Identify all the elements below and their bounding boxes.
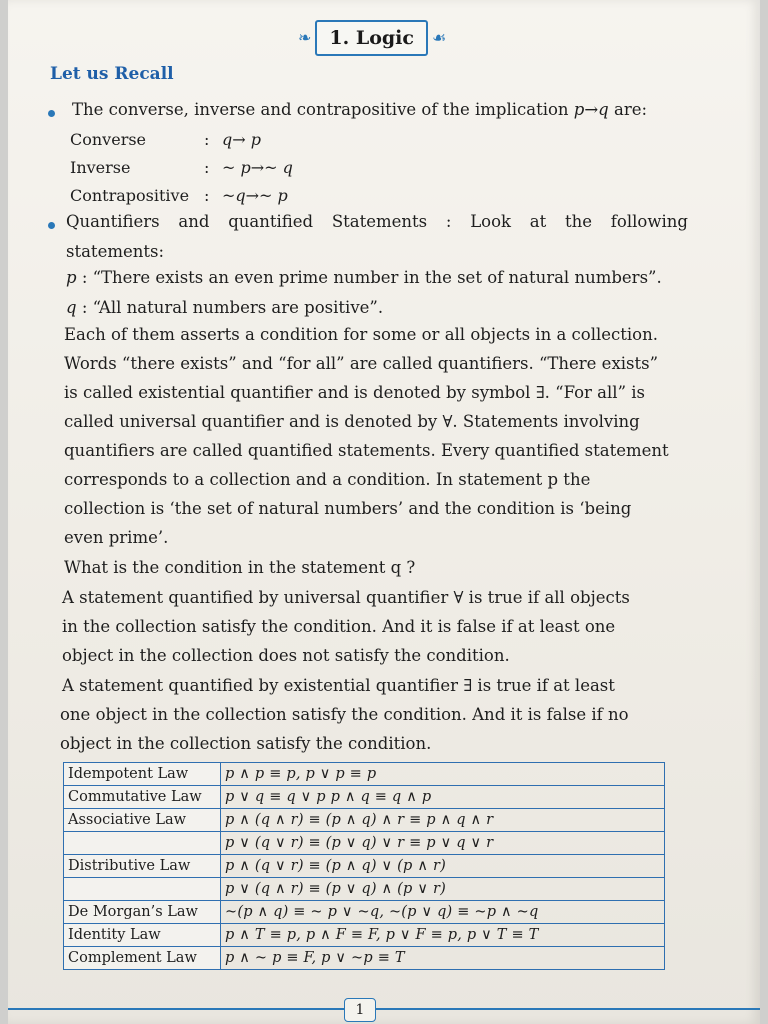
paragraph-line: called universal quantifier and is denoted by ∀. Statements involving	[64, 412, 640, 431]
law-expression: p ∧ T ≡ p, p ∧ F ≡ F, p ∨ F ≡ p, p ∨ T ≡ T	[221, 924, 665, 947]
footer-rule-right	[376, 1008, 760, 1010]
logic-laws-table	[63, 762, 665, 970]
paragraph-line: Words “there exists” and “for all” are called quantifiers. “There exists”	[64, 354, 659, 373]
statement-q-label: q	[66, 298, 77, 317]
inverse-expr: ~ p→~ q	[222, 158, 293, 177]
bullet-icon	[48, 222, 55, 229]
word: and	[178, 212, 210, 231]
scroll-ornament-right-icon: ☙	[431, 28, 447, 47]
chapter-heading	[298, 18, 446, 58]
paragraph-line: quantifiers are called quantified statements. Every quantified statement	[64, 441, 669, 460]
law-name: Idempotent Law	[64, 763, 221, 786]
law-name: Complement Law	[64, 947, 221, 970]
word: quantified	[228, 212, 314, 231]
existential-line: one object in the collection satisfy the condition. And it is false if no	[60, 705, 629, 724]
law-name: Commutative Law	[64, 786, 221, 809]
section-title: Let us Recall	[50, 64, 174, 84]
paragraph-line: is called existential quantifier and is denoted by symbol ∃. “For all” is	[64, 383, 645, 402]
law-expression: p ∧ p ≡ p, p ∨ p ≡ p	[221, 763, 665, 786]
law-expression: ~(p ∧ q) ≡ ~ p ∨ ~q, ~(p ∨ q) ≡ ~p ∧ ~q	[221, 901, 665, 924]
universal-line: in the collection satisfy the condition. And it is false if at least one	[62, 617, 616, 636]
scroll-ornament-left-icon: ❧	[298, 28, 312, 47]
inverse-label: Inverse	[70, 158, 131, 177]
existential-line: A statement quantified by existential quantifier ∃ is true if at least	[62, 676, 615, 695]
contrapositive-label: Contrapositive	[70, 186, 190, 205]
implication-intro-line	[72, 100, 702, 120]
statement-p	[66, 268, 688, 288]
implication-expr: p→q	[573, 100, 609, 119]
statement-q	[66, 298, 688, 318]
word: :	[445, 212, 452, 231]
bullet-icon	[48, 110, 55, 117]
law-name: Identity Law	[64, 924, 221, 947]
converse-expr: q→ p	[222, 130, 261, 149]
existential-line: object in the collection satisfy the condition.	[60, 734, 432, 753]
law-expression: p ∨ (q ∨ r) ≡ (p ∨ q) ∨ r ≡ p ∨ q ∨ r	[221, 832, 665, 855]
statement-p-label: p	[66, 268, 77, 287]
table-row	[64, 947, 665, 970]
law-name: Associative Law	[64, 809, 221, 832]
paragraph-line: Each of them asserts a condition for some or all objects in a collection.	[64, 325, 658, 344]
converse-sep: :	[204, 130, 210, 149]
statement-q-text: : “All natural numbers are positive”.	[81, 298, 384, 317]
table-row	[64, 809, 665, 832]
law-name	[64, 878, 221, 901]
implication-intro: The converse, inverse and contrapositive of the implication	[72, 100, 569, 119]
quantifiers-intro-line	[66, 212, 688, 232]
word: at	[529, 212, 547, 231]
law-expression: p ∧ (q ∧ r) ≡ (p ∧ q) ∧ r ≡ p ∧ q ∧ r	[221, 809, 665, 832]
footer-rule-left	[8, 1008, 344, 1010]
universal-line: A statement quantified by universal quantifier ∀ is true if all objects	[62, 588, 630, 607]
word: following	[610, 212, 688, 231]
table-row	[64, 763, 665, 786]
law-expression: p ∨ (q ∧ r) ≡ (p ∨ q) ∧ (p ∨ r)	[221, 878, 665, 901]
inverse-sep: :	[204, 158, 210, 177]
law-name: De Morgan’s Law	[64, 901, 221, 924]
paragraph-line: corresponds to a collection and a condition. In statement p the	[64, 470, 591, 489]
statements-label: statements:	[66, 242, 165, 261]
textbook-page	[8, 0, 760, 1024]
table-row	[64, 832, 665, 855]
statement-p-text: : “There exists an even prime number in the set of natural numbers”.	[81, 268, 662, 287]
page-number: 1	[344, 998, 376, 1022]
word: Statements	[331, 212, 428, 231]
table-row	[64, 786, 665, 809]
law-expression: p ∨ q ≡ q ∨ p p ∧ q ≡ q ∧ p	[221, 786, 665, 809]
paragraph-line: even prime’.	[64, 528, 169, 547]
table-row	[64, 924, 665, 947]
law-name: Distributive Law	[64, 855, 221, 878]
chapter-title: 1. Logic	[315, 20, 428, 56]
law-name	[64, 832, 221, 855]
table-row	[64, 878, 665, 901]
law-expression: p ∧ ~ p ≡ F, p ∨ ~p ≡ T	[221, 947, 665, 970]
paragraph-line: collection is ‘the set of natural numbers’ and the condition is ‘being	[64, 499, 632, 518]
law-expression: p ∧ (q ∨ r) ≡ (p ∧ q) ∨ (p ∧ r)	[221, 855, 665, 878]
implication-suffix: are:	[614, 100, 648, 119]
word: Look	[470, 212, 512, 231]
word: Quantifiers	[66, 212, 160, 231]
contrapositive-expr: ~q→~ p	[222, 186, 288, 205]
question-line: What is the condition in the statement q ?	[64, 558, 416, 577]
word: the	[565, 212, 593, 231]
table-row	[64, 855, 665, 878]
contrapositive-sep: :	[204, 186, 210, 205]
universal-line: object in the collection does not satisfy the condition.	[62, 646, 510, 665]
converse-label: Converse	[70, 130, 147, 149]
table-row	[64, 901, 665, 924]
